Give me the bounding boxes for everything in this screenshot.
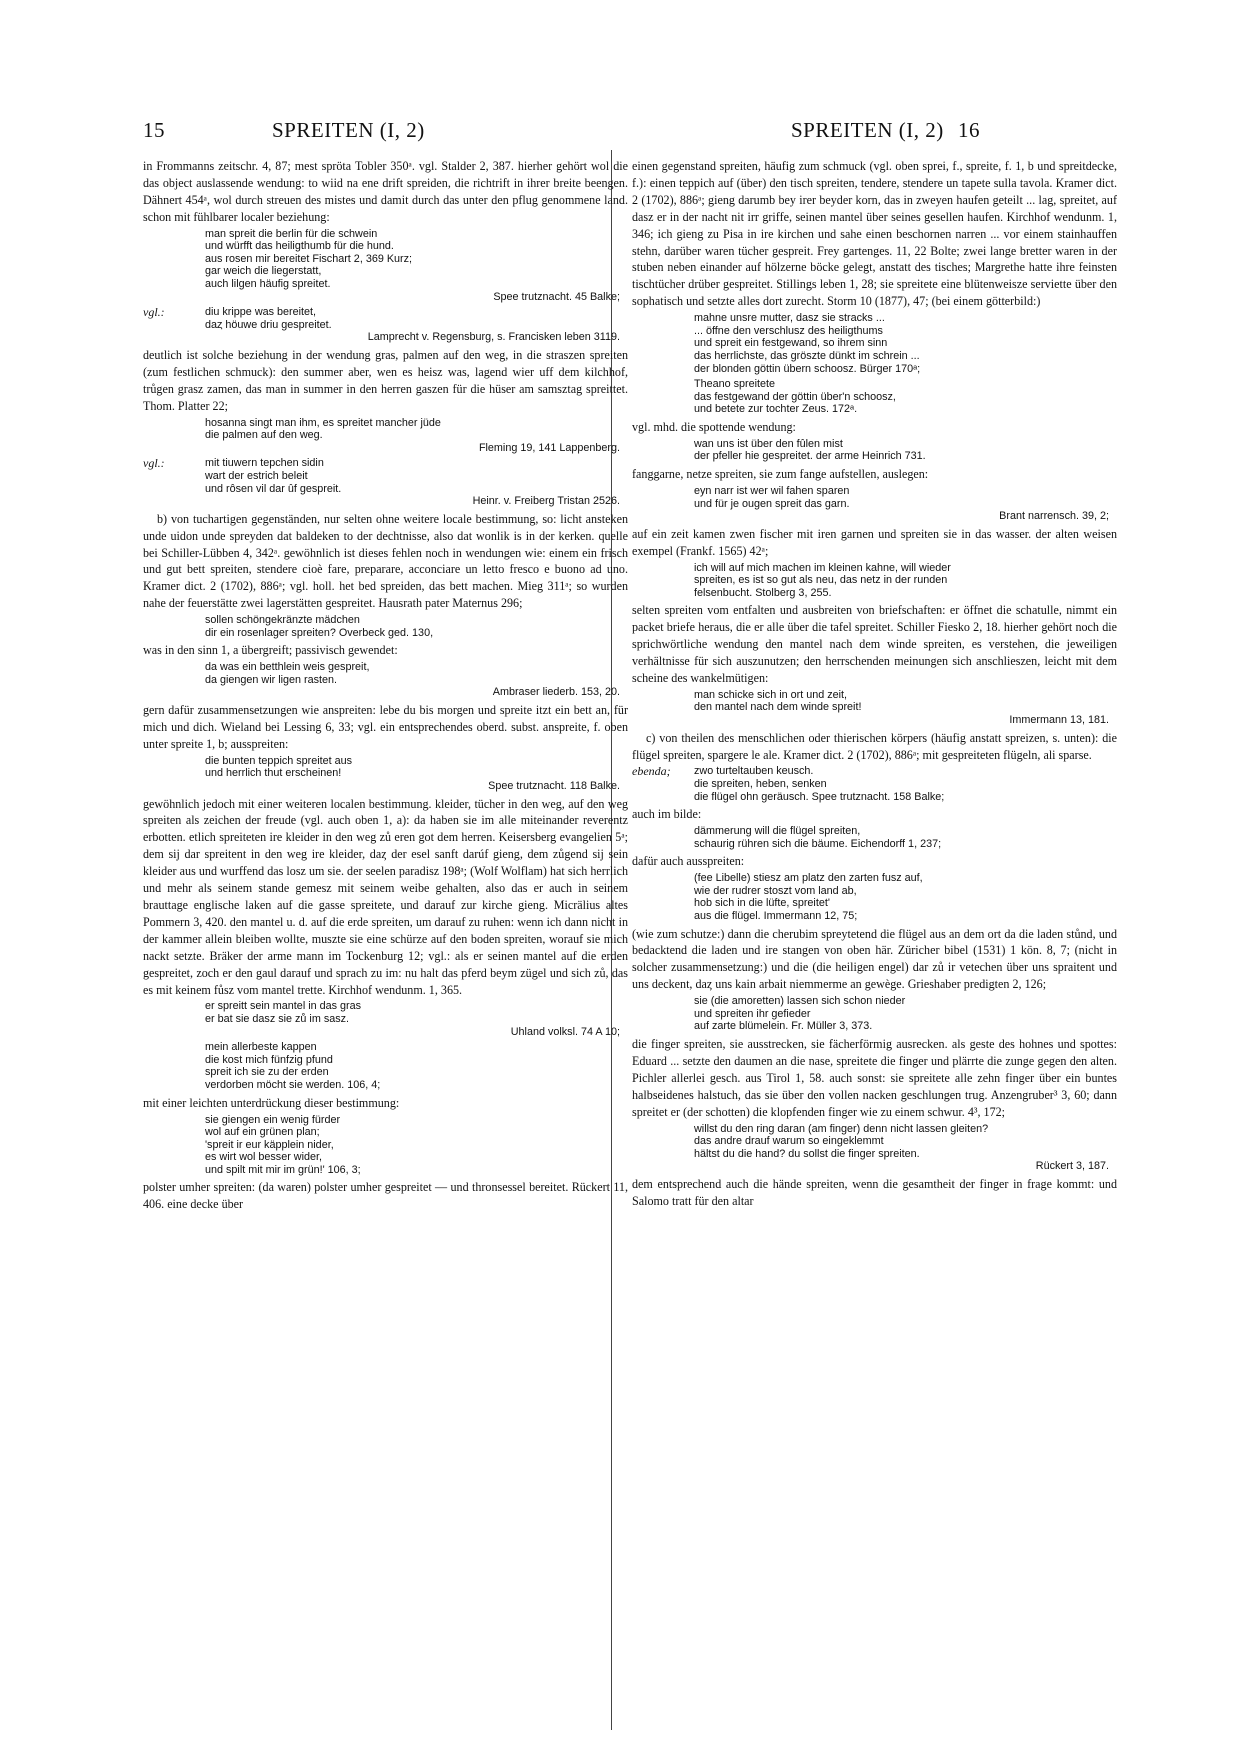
verse-quotation [143,1000,628,1038]
paragraph: deutlich ist solche beziehung in der wendung gras, palmen auf den weg, in die straszen spreiten (zum festlichen schmuck): den summer aber, wen es heisz was, lagend wier uff dem kilchhof, trůgen grasz zamen, das man in summer in den herren gaszen für die hüser am samsztag spreittet. Thom. Platter 22; [143,347,628,413]
left-running-title: SPREITEN (I, 2) [272,118,425,142]
left-page-number: 15 [143,118,165,142]
citation-source: Immermann 13, 181. [1009,714,1109,726]
verse-line: und rôsen vil dar ûf gespreit. [205,482,342,495]
verse-line: sollen schöngekränzte mädchen [205,614,360,627]
citation-source: Lamprecht v. Regensburg, s. Francisken leben 3119. [367,331,620,344]
verse-line: hältst du die hand? du sollst die finger spreiten. [694,1147,920,1160]
right-page-number: 16 [958,118,980,142]
quotation-label: vgl.: [143,305,165,320]
verse-line: dir ein rosenlager spreiten? Overbeck ged. 130, [205,626,434,639]
verse-line: er spreitt sein mantel in das gras [205,1000,362,1013]
verse-line: spreiten, es ist so gut als neu, das netz in der runden [694,574,948,587]
verse-line: 'spreit ir eur käpplein nider, [205,1138,334,1151]
verse-line: man spreit die berlin für die schwein [205,227,378,240]
verse-line: da giengen wir ligen rasten. [205,673,338,686]
verse-quotation [143,1114,628,1177]
paragraph: c) von theilen des menschlichen oder thierischen körpers (häufig anstatt spreizen, s. unten): die flügel spreiten, spargere le ale. Kramer dict. 2 (1702), 886ᵃ; mit gespreiteten flügeln, ali sparse. [632,730,1117,762]
verse-line: ... öffne den verschlusz des heiligthums [694,324,883,337]
verse-quotation [632,825,1117,850]
paragraph: b) von tuchartigen gegenständen, nur selten ohne weitere locale bestimmung, so: licht ansteken unde uidon unde spreyden dat baldeken to der dechtnisse, also dat wonlik is in der kerken. quelle bei Schiller-Lübben 4, 342ᵃ. gewöhnlich ist dieses fehlen noch in wendungen wie: einem ein frisch und gut bett spreiten, stendere cioè fare, preparare, acconciare un letto fresco e buono ad uno. Kramer dict. 2 (1702), 886ᵃ; vgl. holl. het bed spreiden, das bett machen. Mieg 311ᵃ; so wurden nahe der feuerstätte zwei lagerstätten gespreitet. Hausrath pater Maternus 296; [143,511,628,611]
verse-line: verdorben möcht sie werden. 106, 4; [205,1079,381,1091]
right-column [632,158,1117,1723]
verse-quotation [143,417,628,455]
verse-line: hob sich in die lüfte, spreitet' [694,897,830,910]
verse-line: es wirt wol besser wider, [205,1151,323,1164]
paragraph: fanggarne, netze spreiten, sie zum fange aufstellen, auslegen: [632,467,929,481]
verse-line: sie giengen ein wenig fürder [205,1113,341,1126]
verse-line: mein allerbeste kappen [205,1041,317,1054]
verse-line: die bunten teppich spreitet aus [205,754,353,767]
verse-quotation [143,306,628,344]
verse-line: wie der rudrer stoszt vom land ab, [694,884,857,897]
verse-line: da was ein betthlein weis gespreit, [205,661,370,674]
verse-line: wan uns ist über den fûlen mist [694,437,843,450]
verse-line: aus rosen mir bereitet Fischart 2, 369 Kurz; [205,252,413,265]
verse-quotation [632,485,1117,523]
verse-line: das herrlichste, das gröszte dünkt im schrein ... [694,349,920,362]
verse-line: die palmen auf den weg. [205,429,323,442]
verse-line: auch lilgen häufig spreitet. [205,278,331,290]
paragraph: (wie zum schutze:) dann die cherubim spreytetend die flügel aus an dem ort da die laden stůnd, und bedacktend die laden und ire stangen von oben här. Züricher bibel (1531) 1 kön. 8, 7; (nicht in solcher zusammensetzung:) und die (die heiligen engel) dar zů ir vetechen über uns spraitent und uns deckent, daȥ uns kain arbait niemmerme an gewège. Grieshaber predigten 2, 126; [632,926,1117,992]
verse-line: der pfeller hie gespreitet. der arme Heinrich 731. [694,450,926,463]
citation-source: Uhland volksl. 74 A 10; [510,1025,620,1038]
verse-quotation [143,755,628,793]
verse-line: man schicke sich in ort und zeit, [694,688,848,701]
verse-line: und herrlich thut erscheinen! [205,767,342,780]
quotation-label: ebenda; [632,764,671,779]
verse-line: aus die flügel. Immermann 12, 75; [694,909,858,922]
paragraph: gewöhnlich jedoch mit einer weiteren localen bestimmung. kleider, tücher in den weg, auf den weg spreiten als zeichen der freude (vgl. auch oben 1, a): da haben sie im alle miteinander reverentz erbotten. etlich spreiteten ire kleider in den weg zů eren got dem herren. Keisersberg evangelien 5ᵃ; dem sij dar spreitent in den weg ire kleider, daȥ der esel sanft darúf gieng, dem zůgend sij sein kleider aus und wurffend das losz um sie. der seelen paradisz 198ᵃ; (Wolf Wolflam) hat sich herrlich und mehr als seinem stande gemesz mit seinem weibe gehalten, also das er auch in seinem brauttage englische laken auf die gasse spreitete, und darauf zur kirche gieng. Micrälius altes Pommern 3, 420. den mantel u. d. auf die erde spreiten, um darauf zu ruhen: wenn ich dann nicht in der kammer allein bleiben wollte, muszte sie eine schürze auf den boden spreiten, worauf sie mich nackt setzte. Bräker der arme mann im Tockenburg 12; vgl.: als er seinen mantel auf die erden gespreitet, zoch er den gaul darauf und sprach zu im: nu halt das pferd beym zügel und sich zů, das es mit keinem fůsz vom mantel trette. Kirchhof wendunm. 1, 365. [143,796,628,997]
paragraph: auch im bilde: [632,807,702,822]
verse-line: dämmerung will die flügel spreiten, [694,825,861,838]
quotation-label: vgl.: [143,456,165,471]
verse-quotation [632,1123,1117,1173]
verse-line: und spreiten ihr gefieder [694,1007,811,1020]
paragraph: dafür auch ausspreiten: [632,854,745,869]
verse-quotation [632,765,1117,803]
paragraph: selten spreiten vom entfalten und ausbreiten von briefschaften: er öffnet die schatulle, nimmt ein packet briefe heraus, die er alle über die tafel spreitet. Schiller Fiesko 2, 18. hierher gehört noch die sprichwörtliche wendung den mantel nach dem winde spreiten, es verstehen, die jeweiligen verhältnisse für sich auszunutzen; den herrschenden meinungen sich anschlieszen, leicht mit dem scheine des wankelmütigen: [632,603,1117,685]
verse-line: mahne unsre mutter, dasz sie stracks ... [694,312,885,325]
verse-line: gar weich die liegerstatt, [205,265,322,278]
citation-source: Spee trutznacht. 45 Balke; [493,290,620,303]
paragraph: in Frommanns zeitschr. 4, 87; mest spröta Tobler 350ᵃ. vgl. Stalder 2, 387. hierher gehört wol die das object auslassende wendung: to wiid na ene drift spreiden, die richtrift in ihrer breite beengen. Dähnert 454ᵃ, wol durch streuen des mistes und damit durch das unter den pflug genommene land. schon mit fühlbarer localer beziehung: [143,159,628,224]
verse-line: daȥ höuwe driu gespreitet. [205,318,332,331]
verse-line: wol auf ein grünen plan; [205,1126,320,1139]
verse-line: sie (die amoretten) lassen sich schon nieder [694,995,906,1008]
verse-line: die kost mich fünfzig pfund [205,1053,333,1066]
verse-line: schaurig rühren sich die bäume. Eichendorff 1, 237; [694,837,942,850]
verse-line: und betete zur tochter Zeus. 172ᵃ. [694,403,858,416]
verse-line: Theano spreitete [694,378,776,391]
verse-line: und spilt mit mir im grün!' 106, 3; [205,1163,361,1176]
citation-source: Fleming 19, 141 Lappenberg. [478,441,620,454]
verse-line: das festgewand der göttin über'n schoosz, [694,390,896,403]
verse-line: er bat sie dasz sie zů im sasz. [205,1013,350,1026]
verse-quotation [143,1041,628,1091]
paragraph: gern dafür zusammensetzungen wie anspreiten: lebe du bis morgen und spreite itzt ein bett an, für mich und dich. Wieland bei Lessing 6, 33; vgl. ein entsprechendes oberd. subst. anspreite, f. oben unter spreite 1, b; ausspreiten: [143,703,628,751]
verse-line: hosanna singt man ihm, es spreitet mancher jüde [205,416,441,429]
citation-source: Rückert 3, 187. [1035,1160,1109,1173]
paragraph: mit einer leichten unterdrückung dieser bestimmung: [143,1095,400,1110]
citation-source: Brant narrensch. 39, 2; [999,510,1109,523]
verse-quotation [143,614,628,639]
verse-quotation [632,562,1117,600]
verse-line: die spreiten, heben, senken [694,778,827,790]
verse-line: den mantel nach dem winde spreit! [694,701,862,714]
paragraph: polster umher spreiten: (da waren) polster umher gespreitet — und thronsessel bereitet. Rückert 11, 406. eine decke über [143,1180,628,1212]
verse-quotation [632,438,1117,463]
verse-line: und für je ougen spreit das garn. [694,497,850,510]
verse-quotation [632,378,1117,416]
verse-line: und spreit ein festgewand, so ihrem sinn [694,337,888,350]
citation-source: Heinr. v. Freiberg Tristan 2526. [472,495,620,508]
verse-line: wart der estrich beleit [205,469,308,482]
paragraph: vgl. mhd. die spottende wendung: [632,419,796,434]
paragraph: auf ein zeit kamen zwen fischer mit iren garnen und spreiten sie in das wasser. der alten weisen exempel (Frankf. 1565) 42ᵃ; [632,526,1117,558]
verse-line: spreit ich sie zu der erden [205,1066,329,1079]
verse-line: eyn narr ist wer wil fahen sparen [694,484,850,497]
paragraph: die finger spreiten, sie ausstrecken, sie fächerförmig ausrecken. als geste des hohnes und spottes: Eduard ... setzte den daumen an die nase, spreitete die finger und plärrte die zunge gegen den alten. Pichler allerlei gesch. aus Tirol 1, 58. auch sonst: sie spreitete alle zehn finger über ein buntes halbseidenes halstuch, das sie über den vollen nacken geschlungen trug. Anzengruber³ 3, 60; dann spreitet er (der schotten) die klopfenden finger wie zu einem schwur. 4³, 172; [632,1036,1117,1119]
verse-line: mit tiuwern tepchen sidin [205,457,324,470]
verse-line: die flügel ohn geräusch. Spee trutznacht. 158 Balke; [694,790,945,803]
paragraph: was in den sinn 1, a übergreift; passivisch gewendet: [143,643,398,658]
verse-line: der blonden göttin übern schoosz. Bürger 170ᵃ; [694,362,921,375]
verse-quotation [632,312,1117,375]
verse-quotation [143,661,628,699]
paragraph: dem entsprechend auch die hände spreiten, wenn die gesamtheit der finger in frage kommt: und Salomo tratt für den altar [632,1176,1117,1208]
paragraph: einen gegenstand spreiten, häufig zum schmuck (vgl. oben sprei, f., spreite, f. 1, b und spreitdecke, f.): einen teppich auf (über) den tisch spreiten, tendere, stendere un tapete sulla tavola. Kramer dict. 2 (1702), 886ᵃ; gieng darumb bey irer beyder korn, das in zweyen haufen geteilt ... lag, spreitet, auf dasz er in der nacht nit irr griffe, seinen mantel über seines gesellen haufen. Kirchhof wendunm. 1, 346; ich gieng zu Pisa in ire kirchen und sahe einen beschornen narren ... vor einem stainhauffen stehn, darüber waren tücher gespreit. Frey gartenges. 11, 22 Bolte; zwei lange bretter waren in der stuben neben einander auf hölzerne böcke gelegt, anstatt des tisches; Margrethe hatte ihre feinsten tischtücher drüber gespreitet. Stillings leben 1, 28; sie spreitete eine blütenweisze serviette über den sophatisch und setzte alles dort zurecht. Storm 10 (1877), 47; (bei einem götterbild:) [632,159,1117,309]
verse-quotation [632,872,1117,922]
verse-line: auf zarte blümelein. Fr. Müller 3, 373. [694,1020,873,1033]
verse-line: das andre drauf warum so eingeklemmt [694,1135,884,1148]
verse-line: ich will auf mich machen im kleinen kahne, will wieder [694,561,951,574]
verse-line: zwo turteltauben keusch. [694,765,814,778]
verse-quotation [632,689,1117,727]
citation-source: Spee trutznacht. 118 Balke. [488,779,620,792]
verse-quotation [632,995,1117,1033]
verse-line: willst du den ring daran (am finger) denn nicht lassen gleiten? [694,1122,989,1135]
right-running-title: SPREITEN (I, 2) [791,118,944,142]
verse-line: felsenbucht. Stolberg 3, 255. [694,586,832,599]
verse-line: und würfft das heiligthumb für die hund. [205,240,394,253]
citation-source: Ambraser liederb. 153, 20. [492,686,620,699]
verse-line: diu krippe was bereitet, [205,306,317,319]
verse-line: (fee Libelle) stiesz am platz den zarten fusz auf, [694,872,923,885]
verse-quotation [143,228,628,304]
left-column [143,158,628,1723]
verse-quotation [143,457,628,507]
